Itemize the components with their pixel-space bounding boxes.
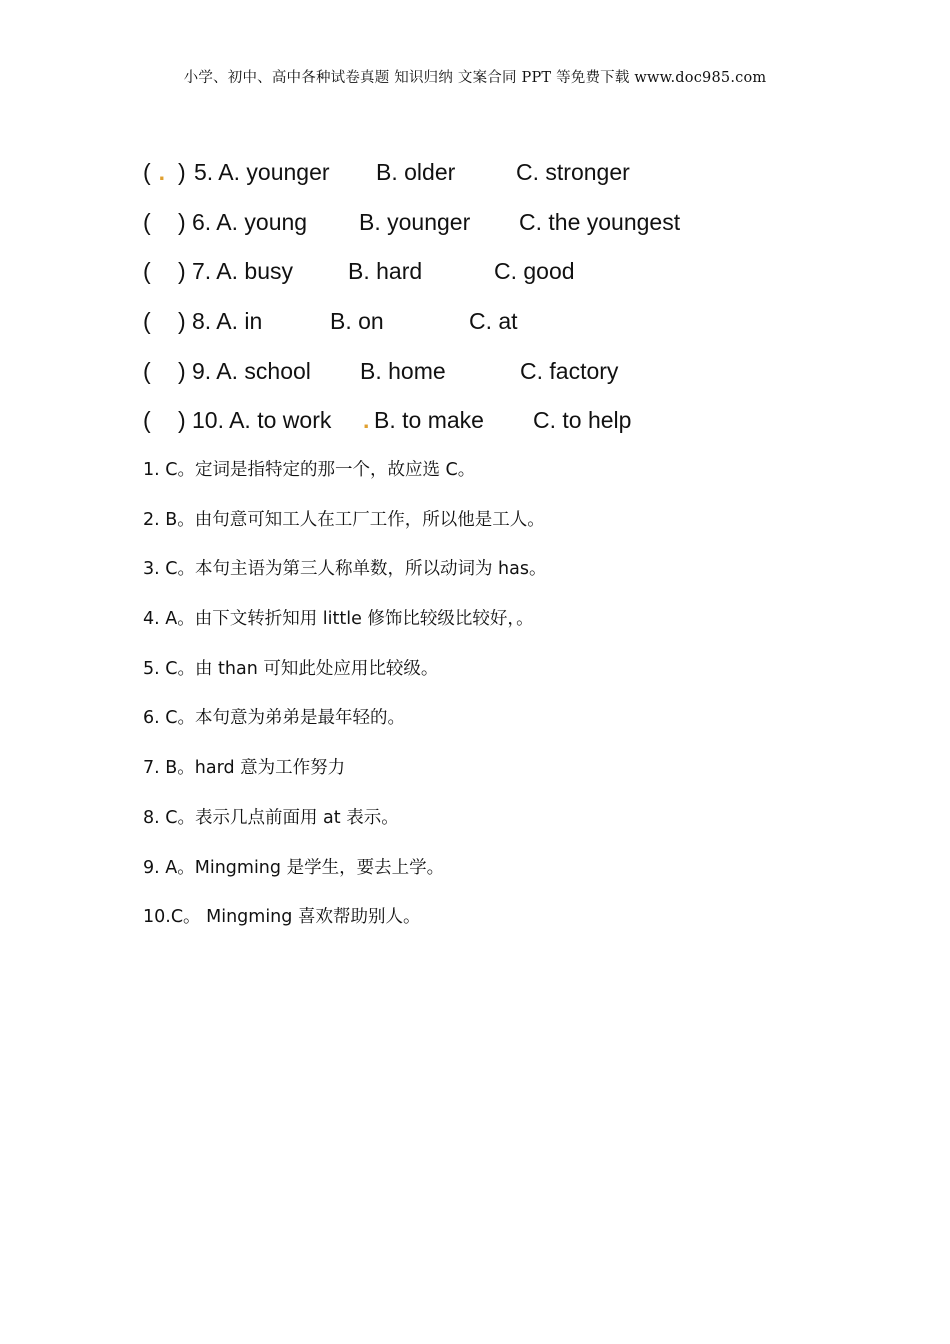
question-stem: 8. A. in <box>192 308 263 335</box>
option-b: B. on <box>330 308 384 335</box>
question-stem: 5. A. younger <box>194 159 330 185</box>
answer-blank: ( <box>143 357 151 384</box>
option-c: C. the youngest <box>519 208 681 235</box>
question-stem: 9. A. school <box>192 357 311 384</box>
answer-blank: ( <box>143 208 151 235</box>
option-b: B. younger <box>359 208 471 235</box>
question-close-paren: ) <box>178 308 186 335</box>
option-c: C. stronger <box>516 159 630 185</box>
answer-item: 1. C。定词是指特定的那一个，故应选 C。 <box>143 460 476 480</box>
option-b: B. to make <box>374 407 484 434</box>
question-stem: 7. A. busy <box>192 258 294 285</box>
question-close-paren: ) <box>178 208 186 235</box>
answer-blank: ( <box>143 407 151 434</box>
answer-item: 5. C。由 than 可知此处应用比较级。 <box>143 658 439 679</box>
question-close-paren: ) <box>178 159 186 185</box>
question-stem: 6. A. young <box>192 208 308 235</box>
header-text: 小学、初中、高中各种试卷真题 知识归纳 文案合同 PPT 等免费下载 www.doc985.com <box>183 70 767 86</box>
mark-dot: . <box>363 407 370 434</box>
option-b: B. older <box>376 159 456 185</box>
option-c: C. at <box>469 308 518 335</box>
option-c: C. good <box>494 258 575 285</box>
answer-blank: ( . <box>143 159 166 185</box>
answer-item: 3. C。本句主语为第三人称单数，所以动词为 has。 <box>143 559 547 580</box>
answer-item: 7. B。hard 意为工作努力 <box>143 758 346 779</box>
option-c: C. to help <box>533 407 632 434</box>
answer-key <box>143 455 546 952</box>
option-b: B. home <box>360 357 446 384</box>
answer-item: 4. A。由下文转折知用 little 修饰比较级比较好，。 <box>143 609 534 630</box>
option-b: B. hard <box>348 258 423 285</box>
mark-dot: . <box>158 159 166 185</box>
answer-blank: ( <box>143 308 151 335</box>
question-close-paren: ) <box>178 357 186 384</box>
question-stem: 10. A. to work <box>192 407 332 434</box>
question-close-paren: ) <box>178 407 186 434</box>
question-close-paren: ) <box>178 258 186 285</box>
answer-item: 2. B。由句意可知工人在工厂工作，所以他是工人。 <box>143 509 545 530</box>
answer-item: 10.C。 Mingming 喜欢帮助别人。 <box>143 907 421 928</box>
answer-item: 8. C。表示几点前面用 at 表示。 <box>143 807 399 828</box>
answer-item: 9. A。Mingming 是学生，要去上学。 <box>143 857 445 878</box>
answer-item: 6. C。本句意为弟弟是最年轻的。 <box>143 708 405 729</box>
page-header <box>0 66 950 87</box>
option-c: C. factory <box>520 357 619 384</box>
answer-blank: ( <box>143 258 151 285</box>
